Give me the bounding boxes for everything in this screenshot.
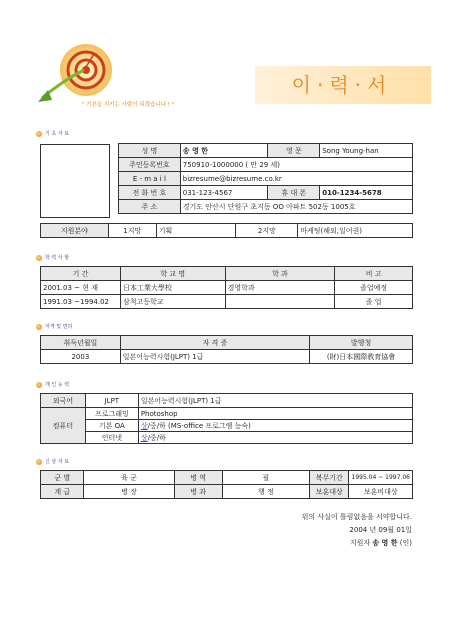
section-label: 기 초 자 료 xyxy=(45,131,70,137)
mil-corps-value: 행 정 xyxy=(222,485,309,499)
desired-field-table xyxy=(40,223,413,238)
edu-note: 졸업예정 xyxy=(335,281,413,295)
net-value xyxy=(138,432,412,444)
prog-value: Photoshop xyxy=(138,408,412,420)
foreign-label: 외국어 xyxy=(41,394,86,408)
section-label: 자격 및 면허 xyxy=(45,324,73,330)
jlpt-label: JLPT xyxy=(85,394,138,408)
page-title: 이·력·서 xyxy=(291,73,393,97)
edu-major: 경영학과 xyxy=(225,281,335,295)
edu-school: 日本工業大學校 xyxy=(120,281,225,295)
table-row xyxy=(41,295,413,309)
address-value: 경기도 안산시 단원구 초지동 OO 아파트 502동 1005호 xyxy=(180,200,412,214)
phone-value: 031-123-4567 xyxy=(180,186,268,200)
mil-rank-value: 병 장 xyxy=(84,485,174,499)
mil-branch-value: 육 군 xyxy=(84,471,174,485)
net-level-rest: /중/하 xyxy=(147,433,166,442)
bullet-dot-icon xyxy=(36,459,42,465)
rrn-label: 주민등록번호 xyxy=(119,158,181,172)
lic-header-issuer: 발행청 xyxy=(310,336,413,350)
applicant-label: 지원자 xyxy=(349,539,371,547)
edu-header-major: 학 과 xyxy=(225,267,335,281)
basic-info-table xyxy=(118,143,413,214)
edu-period: 2001.03 ~ 현 재 xyxy=(41,281,121,295)
veteran-label: 보훈대상 xyxy=(310,485,349,499)
mil-branch-label: 군 별 xyxy=(41,471,84,485)
table-row xyxy=(41,281,413,295)
mil-period-value: 1995.04 ~ 1997.06 xyxy=(349,471,413,485)
table-row xyxy=(41,471,413,485)
section-title-skills xyxy=(36,381,69,388)
email-value: bizresume@bizresume.co.kr xyxy=(180,172,412,186)
edu-major xyxy=(225,295,335,309)
oa-level-rest: /중/하 (MS-office 프로그램 능숙) xyxy=(147,421,251,430)
veteran-value: 보훈비대상 xyxy=(349,485,413,499)
bullet-dot-icon xyxy=(36,324,42,330)
bullet-dot-icon xyxy=(36,255,42,261)
net-level-high: 상 xyxy=(140,433,148,442)
second-choice-value: 마케팅(해외,일어권) xyxy=(298,224,413,238)
name-label: 성 명 xyxy=(119,144,181,158)
eng-label: 영 문 xyxy=(268,144,320,158)
lic-header-date: 취득년월일 xyxy=(41,336,121,350)
first-choice-label: 1지망 xyxy=(108,224,156,238)
mil-rank-label: 계 급 xyxy=(41,485,84,499)
applicant-signature xyxy=(350,538,412,548)
section-label: 개 인 능 력 xyxy=(45,382,70,388)
name-value: 송 영 한 xyxy=(180,144,268,158)
lic-header-cert: 자 격 증 xyxy=(120,336,309,350)
edu-note: 졸 업 xyxy=(335,295,413,309)
first-choice-value: 기획 xyxy=(156,224,236,238)
edu-period: 1991.03 ~1994.02 xyxy=(41,295,121,309)
lic-issuer: (財)日本國際敎育協會 xyxy=(310,350,413,364)
mil-period-label: 복무기간 xyxy=(310,471,349,485)
mil-service-value: 필 xyxy=(222,471,309,485)
military-table xyxy=(40,470,413,499)
mobile-value: 010-1234-5678 xyxy=(320,186,413,200)
phone-label: 전 화 번 호 xyxy=(119,186,181,200)
seal-mark: (인) xyxy=(399,539,412,547)
skills-table xyxy=(40,393,413,444)
slogan-text: " 기본을 지키는 사람이 되겠습니다 ! " xyxy=(82,102,175,108)
photo-box xyxy=(40,144,110,218)
oa-label: 기본 OA xyxy=(85,420,138,432)
field-label: 지원분야 xyxy=(41,224,109,238)
section-title-license xyxy=(36,323,72,330)
section-title-education xyxy=(36,254,69,261)
rrn-value: 750910-1000000 ( 만 29 세) xyxy=(180,158,412,172)
section-title-basic xyxy=(36,130,69,137)
bullet-dot-icon xyxy=(36,131,42,137)
mil-service-label: 병 역 xyxy=(174,471,222,485)
mil-corps-label: 병 과 xyxy=(174,485,222,499)
edu-school: 삼척고등학교 xyxy=(120,295,225,309)
lic-date: 2003 xyxy=(41,350,121,364)
pledge-statement: 위의 사실이 틀림없음을 서약합니다. xyxy=(301,513,412,521)
education-table xyxy=(40,266,413,309)
sign-date: 2004 년 09월 01일 xyxy=(349,526,412,534)
prog-label: 프로그래밍 xyxy=(85,408,138,420)
section-title-military xyxy=(36,458,69,465)
edu-header-period: 기 간 xyxy=(41,267,121,281)
license-table xyxy=(40,335,413,364)
table-row xyxy=(41,485,413,499)
jlpt-value: 일본어능력시험(JLPT) 1급 xyxy=(138,394,412,408)
table-row xyxy=(41,350,413,364)
mobile-label: 휴 대 폰 xyxy=(268,186,320,200)
edu-header-note: 비 고 xyxy=(335,267,413,281)
bullet-dot-icon xyxy=(36,382,42,388)
net-label: 인터넷 xyxy=(85,432,138,444)
lic-cert: 일본어능력시험(JLPT) 1급 xyxy=(120,350,309,364)
eng-value: Song Young-han xyxy=(320,144,413,158)
computer-label: 컴퓨터 xyxy=(41,408,86,444)
section-label: 학 력 사 항 xyxy=(45,255,70,261)
oa-value xyxy=(138,420,412,432)
second-choice-label: 2지망 xyxy=(236,224,298,238)
edu-header-school: 학 교 명 xyxy=(120,267,225,281)
oa-level-high: 상 xyxy=(140,421,148,430)
email-label: E - m a i l xyxy=(119,172,181,186)
address-label: 주 소 xyxy=(119,200,181,214)
section-label: 신 상 자 료 xyxy=(45,459,70,465)
applicant-name: 송 영 한 xyxy=(372,539,398,547)
